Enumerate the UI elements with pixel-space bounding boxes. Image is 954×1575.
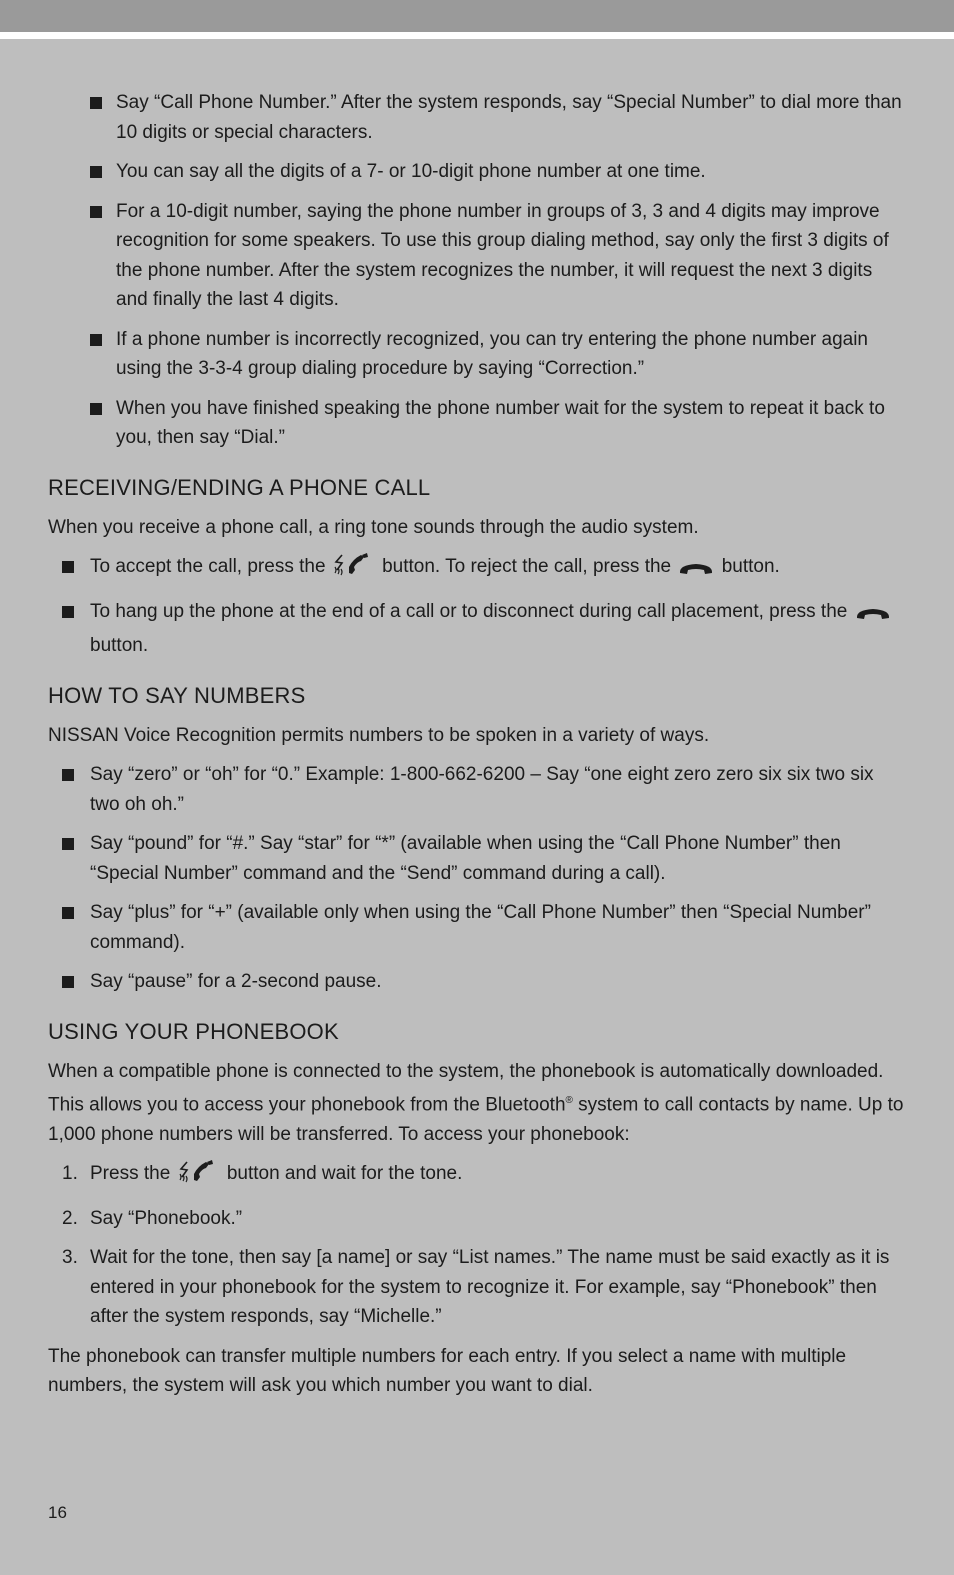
receiving-bullet: To accept the call, press the button. To reject the call, press the button. — [48, 552, 906, 587]
numbers-heading: HOW TO SAY NUMBERS — [48, 682, 306, 708]
top-bullet: You can say all the digits of a 7- or 10-digit phone number at one time. — [48, 157, 906, 187]
phonebook-intro: When a compatible phone is connected to the system, the phonebook is automatically downloaded. This allows you to access your phonebook from the Bluetooth® system to call contacts by name. Up to 1,000 phone numbers will be transferred. To access your phonebook: — [48, 1060, 904, 1145]
page-content — [48, 88, 906, 1411]
receiving-intro: When you receive a phone call, a ring tone sounds through the audio system. — [48, 516, 699, 538]
numbers-bullet: Say “zero” or “oh” for “0.” Example: 1-800-662-6200 – Say “one eight zero zero six six two six two oh oh.” — [48, 760, 906, 819]
phonebook-step: 2. Say “Phonebook.” — [62, 1207, 243, 1229]
phonebook-step: 3. Wait for the tone, then say [a name] or say “List names.” The name must be said exactly as it is entered in your phonebook for the system to recognize it. For example, say “Phonebook” then after the system responds, say “Michelle.” — [62, 1247, 890, 1328]
top-bullet: When you have finished speaking the phone number wait for the system to repeat it back to you, then say “Dial.” — [48, 394, 906, 453]
numbers-bullet: Say “pause” for a 2-second pause. — [48, 967, 906, 997]
hang-up-phone-icon — [678, 557, 714, 587]
receiving-bullet: To hang up the phone at the end of a call or to disconnect during call placement, press the button. — [48, 597, 906, 661]
bullet-square — [62, 606, 74, 618]
bullet-square — [62, 907, 74, 919]
receiving-heading: RECEIVING/ENDING A PHONE CALL — [48, 474, 431, 500]
numbers-bullet: Say “plus” for “+” (available only when using the “Call Phone Number” then “Special Number” command). — [48, 898, 906, 957]
bullet-square — [90, 206, 102, 218]
phonebook-step: 1. Press the button and wait for the tone. — [48, 1159, 906, 1194]
bullet-square — [62, 561, 74, 573]
header-rule — [0, 32, 954, 39]
bullet-square — [62, 769, 74, 781]
bullet-square — [90, 97, 102, 109]
page-number: 16 — [48, 1503, 67, 1522]
top-bullet: Say “Call Phone Number.” After the system responds, say “Special Number” to dial more than 10 digits or special characters. — [48, 88, 906, 147]
header-band — [0, 0, 954, 32]
bullet-square — [62, 976, 74, 988]
phonebook-heading: USING YOUR PHONEBOOK — [48, 1018, 339, 1044]
talk-phone-icon — [333, 553, 375, 587]
top-bullet: For a 10-digit number, saying the phone number in groups of 3, 3 and 4 digits may improve recognition for some speakers. To use this group dialing method, say only the first 3 digits of the phone number. After the system recognizes the number, it will request the next 3 digits and finally the last 4 digits. — [48, 197, 906, 315]
phonebook-closing: The phonebook can transfer multiple numbers for each entry. If you select a name with multiple numbers, the system will ask you which number you want to dial. — [48, 1345, 847, 1397]
bullet-square — [62, 838, 74, 850]
top-bullet: If a phone number is incorrectly recognized, you can try entering the phone number again using the 3-3-4 group dialing procedure by saying “Correction.” — [48, 325, 906, 384]
numbers-intro: NISSAN Voice Recognition permits numbers to be spoken in a variety of ways. — [48, 724, 710, 746]
numbers-bullet: Say “pound” for “#.” Say “star” for “*” (available when using the “Call Phone Number” then “Special Number” command and the “Send” command during a call). — [48, 829, 906, 888]
bullet-square — [90, 166, 102, 178]
talk-phone-icon — [178, 1160, 220, 1194]
bullet-square — [90, 334, 102, 346]
bullet-square — [90, 403, 102, 415]
hang-up-phone-icon — [855, 602, 891, 632]
